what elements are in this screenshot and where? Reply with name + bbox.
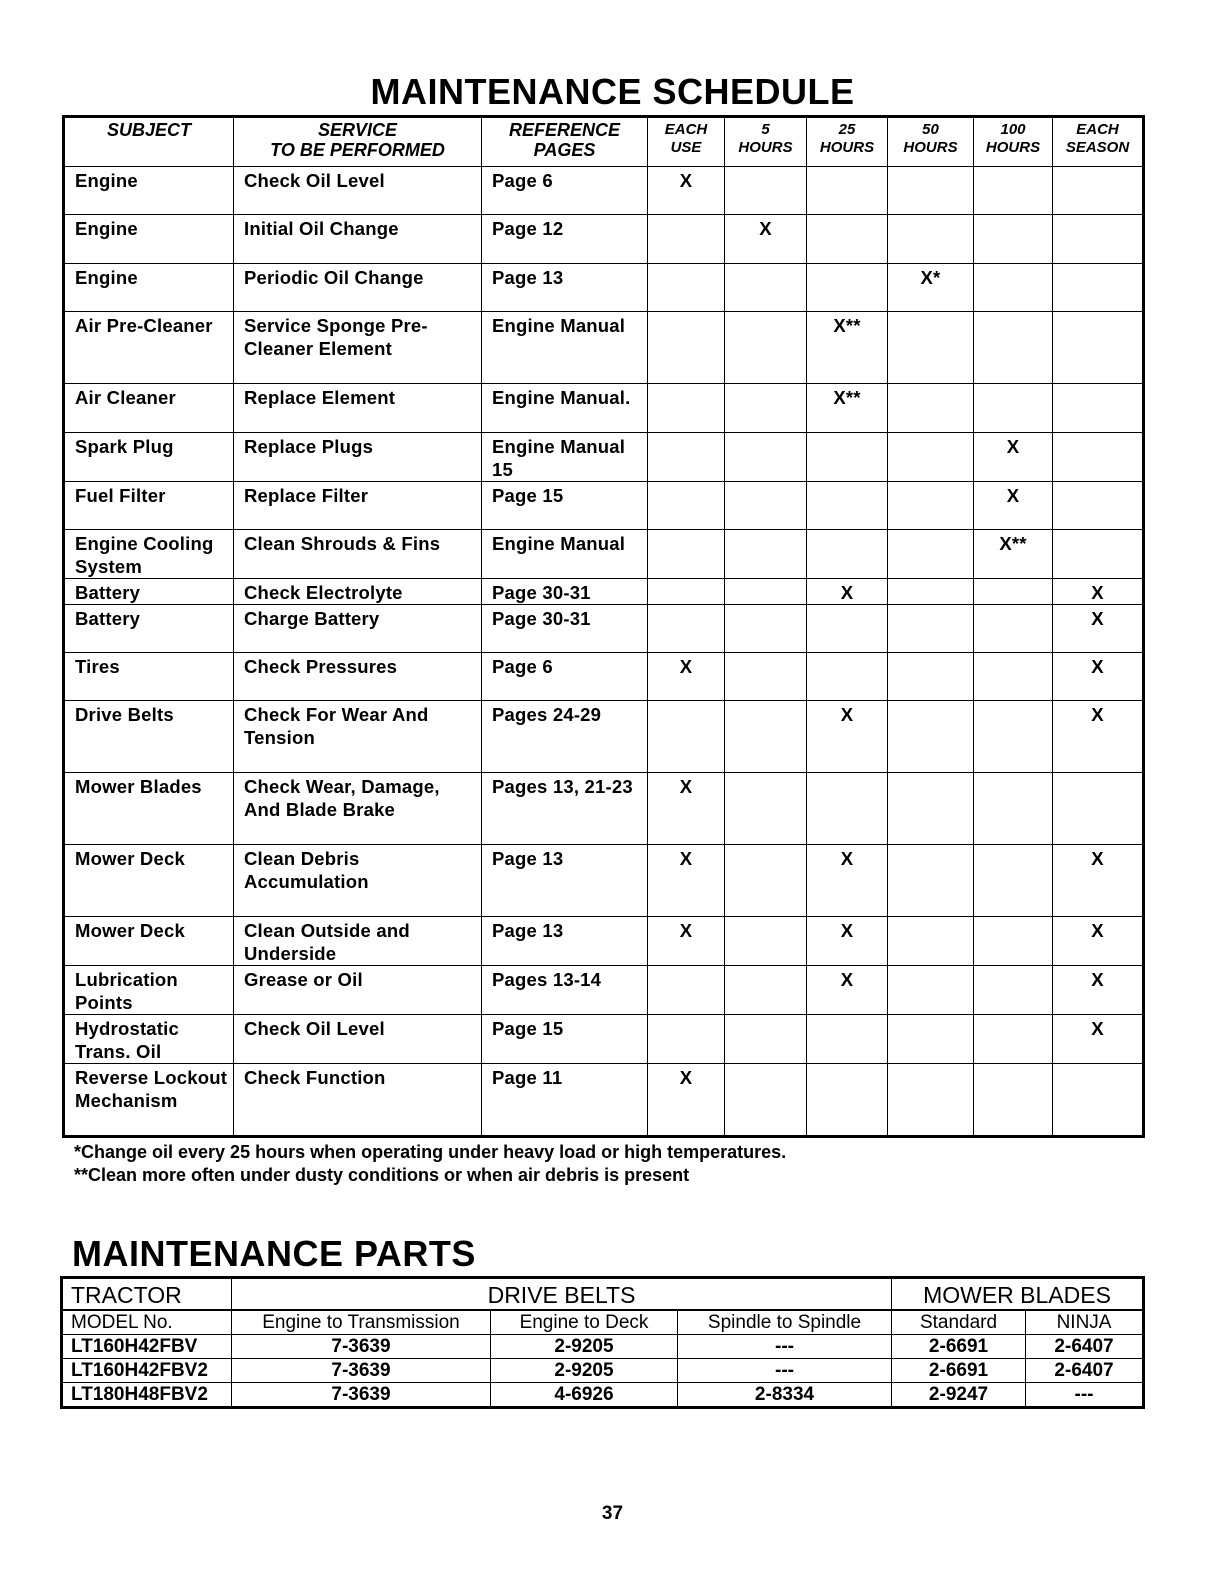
100-hours-cell bbox=[974, 966, 1053, 1015]
5-hours-cell bbox=[725, 482, 807, 530]
reference-cell: Page 13 bbox=[482, 845, 648, 917]
100-hours-cell bbox=[974, 312, 1053, 384]
schedule-footnotes bbox=[74, 1141, 786, 1187]
25-hours-cell bbox=[807, 605, 888, 653]
schedule-row bbox=[64, 579, 1144, 605]
subheader-ninja: NINJA bbox=[1026, 1310, 1144, 1335]
each-use-cell bbox=[648, 384, 725, 433]
5-hours-cell bbox=[725, 966, 807, 1015]
subject-cell: Engine Cooling System bbox=[64, 530, 234, 579]
service-cell: Check Electrolyte bbox=[234, 579, 482, 605]
100-hours-cell bbox=[974, 653, 1053, 701]
each-season-cell: X bbox=[1053, 701, 1144, 773]
header-each-season: EACH SEASON bbox=[1053, 117, 1144, 167]
50-hours-cell bbox=[888, 605, 974, 653]
schedule-title: MAINTENANCE SCHEDULE bbox=[370, 71, 855, 112]
service-cell: Periodic Oil Change bbox=[234, 264, 482, 312]
schedule-row bbox=[64, 215, 1144, 264]
schedule-row bbox=[64, 966, 1144, 1015]
engine-to-transmission-cell: 7-3639 bbox=[232, 1359, 491, 1383]
each-season-cell bbox=[1053, 384, 1144, 433]
ninja-blade-cell: --- bbox=[1026, 1383, 1144, 1408]
service-cell: Clean Debris Accumulation bbox=[234, 845, 482, 917]
each-season-cell: X bbox=[1053, 966, 1144, 1015]
25-hours-cell bbox=[807, 530, 888, 579]
reference-cell: Page 12 bbox=[482, 215, 648, 264]
25-hours-cell bbox=[807, 1015, 888, 1064]
service-cell: Initial Oil Change bbox=[234, 215, 482, 264]
each-season-cell: X bbox=[1053, 845, 1144, 917]
reference-cell: Page 30-31 bbox=[482, 579, 648, 605]
100-hours-cell bbox=[974, 773, 1053, 845]
parts-row bbox=[62, 1359, 1144, 1383]
5-hours-cell bbox=[725, 1064, 807, 1137]
reference-cell: Pages 13-14 bbox=[482, 966, 648, 1015]
schedule-row bbox=[64, 1015, 1144, 1064]
service-cell: Charge Battery bbox=[234, 605, 482, 653]
50-hours-cell bbox=[888, 1064, 974, 1137]
50-hours-cell bbox=[888, 530, 974, 579]
schedule-row bbox=[64, 917, 1144, 966]
schedule-row bbox=[64, 845, 1144, 917]
100-hours-cell: X bbox=[974, 482, 1053, 530]
reference-cell: Engine Manual bbox=[482, 312, 648, 384]
service-cell: Check Oil Level bbox=[234, 167, 482, 215]
each-season-cell bbox=[1053, 530, 1144, 579]
100-hours-cell bbox=[974, 845, 1053, 917]
spindle-to-spindle-cell: 2-8334 bbox=[678, 1383, 892, 1408]
25-hours-cell bbox=[807, 653, 888, 701]
reference-cell: Page 11 bbox=[482, 1064, 648, 1137]
5-hours-cell bbox=[725, 653, 807, 701]
schedule-row bbox=[64, 653, 1144, 701]
header-service: SERVICE TO BE PERFORMED bbox=[234, 117, 482, 167]
subject-cell: Air Cleaner bbox=[64, 384, 234, 433]
reference-cell: Engine Manual 15 bbox=[482, 433, 648, 482]
subject-cell: Mower Deck bbox=[64, 845, 234, 917]
reference-cell: Page 6 bbox=[482, 167, 648, 215]
5-hours-cell bbox=[725, 605, 807, 653]
5-hours-cell bbox=[725, 845, 807, 917]
each-use-cell bbox=[648, 605, 725, 653]
25-hours-cell: X bbox=[807, 701, 888, 773]
service-cell: Replace Filter bbox=[234, 482, 482, 530]
each-season-cell bbox=[1053, 433, 1144, 482]
each-use-cell: X bbox=[648, 845, 725, 917]
reference-cell: Engine Manual bbox=[482, 530, 648, 579]
100-hours-cell bbox=[974, 264, 1053, 312]
header-drive-belts: DRIVE BELTS bbox=[232, 1278, 892, 1311]
ninja-blade-cell: 2-6407 bbox=[1026, 1335, 1144, 1359]
25-hours-cell bbox=[807, 167, 888, 215]
50-hours-cell bbox=[888, 701, 974, 773]
header-5-hours: 5 HOURS bbox=[725, 117, 807, 167]
parts-subheader-row bbox=[62, 1310, 1144, 1335]
50-hours-cell bbox=[888, 384, 974, 433]
subject-cell: Spark Plug bbox=[64, 433, 234, 482]
header-tractor: TRACTOR bbox=[62, 1278, 232, 1311]
reference-cell: Page 15 bbox=[482, 482, 648, 530]
ninja-blade-cell: 2-6407 bbox=[1026, 1359, 1144, 1383]
page-number: 37 bbox=[601, 1503, 624, 1524]
50-hours-cell: X* bbox=[888, 264, 974, 312]
subheader-spindle-to-spindle: Spindle to Spindle bbox=[678, 1310, 892, 1335]
header-mower-blades: MOWER BLADES bbox=[892, 1278, 1144, 1311]
each-use-cell bbox=[648, 579, 725, 605]
header-reference: REFERENCE PAGES bbox=[482, 117, 648, 167]
reference-cell: Page 15 bbox=[482, 1015, 648, 1064]
50-hours-cell bbox=[888, 433, 974, 482]
50-hours-cell bbox=[888, 1015, 974, 1064]
each-use-cell: X bbox=[648, 1064, 725, 1137]
schedule-row bbox=[64, 773, 1144, 845]
50-hours-cell bbox=[888, 917, 974, 966]
5-hours-cell: X bbox=[725, 215, 807, 264]
25-hours-cell: X bbox=[807, 845, 888, 917]
50-hours-cell bbox=[888, 653, 974, 701]
model-cell: LT180H48FBV2 bbox=[62, 1383, 232, 1408]
subheader-standard: Standard bbox=[892, 1310, 1026, 1335]
50-hours-cell bbox=[888, 215, 974, 264]
each-use-cell bbox=[648, 530, 725, 579]
service-cell: Service Sponge Pre-Cleaner Element bbox=[234, 312, 482, 384]
reference-cell: Pages 24-29 bbox=[482, 701, 648, 773]
each-use-cell: X bbox=[648, 167, 725, 215]
50-hours-cell bbox=[888, 966, 974, 1015]
each-use-cell bbox=[648, 433, 725, 482]
subject-cell: Battery bbox=[64, 605, 234, 653]
maintenance-parts-table bbox=[60, 1276, 1145, 1409]
each-season-cell: X bbox=[1053, 579, 1144, 605]
50-hours-cell bbox=[888, 167, 974, 215]
each-use-cell bbox=[648, 312, 725, 384]
25-hours-cell bbox=[807, 215, 888, 264]
header-100-hours: 100 HOURS bbox=[974, 117, 1053, 167]
50-hours-cell bbox=[888, 579, 974, 605]
each-use-cell: X bbox=[648, 773, 725, 845]
25-hours-cell bbox=[807, 773, 888, 845]
each-season-cell: X bbox=[1053, 1015, 1144, 1064]
25-hours-cell: X bbox=[807, 917, 888, 966]
service-cell: Check Oil Level bbox=[234, 1015, 482, 1064]
5-hours-cell bbox=[725, 384, 807, 433]
model-cell: LT160H42FBV2 bbox=[62, 1359, 232, 1383]
schedule-row bbox=[64, 384, 1144, 433]
standard-blade-cell: 2-6691 bbox=[892, 1359, 1026, 1383]
25-hours-cell: X** bbox=[807, 384, 888, 433]
subject-cell: Hydrostatic Trans. Oil bbox=[64, 1015, 234, 1064]
50-hours-cell bbox=[888, 845, 974, 917]
each-season-cell bbox=[1053, 215, 1144, 264]
service-cell: Replace Plugs bbox=[234, 433, 482, 482]
parts-row bbox=[62, 1383, 1144, 1408]
each-use-cell bbox=[648, 701, 725, 773]
100-hours-cell bbox=[974, 605, 1053, 653]
5-hours-cell bbox=[725, 530, 807, 579]
25-hours-cell bbox=[807, 482, 888, 530]
25-hours-cell bbox=[807, 1064, 888, 1137]
maintenance-schedule-table bbox=[62, 115, 1145, 1138]
subject-cell: Engine bbox=[64, 264, 234, 312]
reference-cell: Page 6 bbox=[482, 653, 648, 701]
each-season-cell: X bbox=[1053, 653, 1144, 701]
5-hours-cell bbox=[725, 264, 807, 312]
subject-cell: Engine bbox=[64, 215, 234, 264]
subject-cell: Mower Blades bbox=[64, 773, 234, 845]
subheader-engine-to-transmission: Engine to Transmission bbox=[232, 1310, 491, 1335]
subject-cell: Fuel Filter bbox=[64, 482, 234, 530]
each-season-cell bbox=[1053, 167, 1144, 215]
each-use-cell bbox=[648, 215, 725, 264]
service-cell: Check Wear, Damage, And Blade Brake bbox=[234, 773, 482, 845]
schedule-row bbox=[64, 1064, 1144, 1137]
100-hours-cell: X bbox=[974, 433, 1053, 482]
5-hours-cell bbox=[725, 917, 807, 966]
25-hours-cell bbox=[807, 433, 888, 482]
header-each-use: EACH USE bbox=[648, 117, 725, 167]
header-25-hours: 25 HOURS bbox=[807, 117, 888, 167]
100-hours-cell bbox=[974, 1015, 1053, 1064]
each-use-cell: X bbox=[648, 917, 725, 966]
service-cell: Clean Outside and Underside bbox=[234, 917, 482, 966]
each-season-cell bbox=[1053, 482, 1144, 530]
schedule-row bbox=[64, 167, 1144, 215]
schedule-row bbox=[64, 530, 1144, 579]
schedule-row bbox=[64, 312, 1144, 384]
5-hours-cell bbox=[725, 433, 807, 482]
parts-title: MAINTENANCE PARTS bbox=[72, 1233, 476, 1274]
5-hours-cell bbox=[725, 773, 807, 845]
each-season-cell bbox=[1053, 264, 1144, 312]
service-cell: Check For Wear And Tension bbox=[234, 701, 482, 773]
each-season-cell: X bbox=[1053, 605, 1144, 653]
100-hours-cell bbox=[974, 701, 1053, 773]
engine-to-transmission-cell: 7-3639 bbox=[232, 1383, 491, 1408]
each-use-cell bbox=[648, 482, 725, 530]
subject-cell: Air Pre-Cleaner bbox=[64, 312, 234, 384]
each-season-cell bbox=[1053, 773, 1144, 845]
schedule-row bbox=[64, 605, 1144, 653]
subheader-engine-to-deck: Engine to Deck bbox=[491, 1310, 678, 1335]
service-cell: Check Function bbox=[234, 1064, 482, 1137]
100-hours-cell bbox=[974, 167, 1053, 215]
spindle-to-spindle-cell: --- bbox=[678, 1359, 892, 1383]
each-season-cell bbox=[1053, 312, 1144, 384]
25-hours-cell: X** bbox=[807, 312, 888, 384]
25-hours-cell bbox=[807, 264, 888, 312]
subject-cell: Engine bbox=[64, 167, 234, 215]
parts-row bbox=[62, 1335, 1144, 1359]
reference-cell: Page 13 bbox=[482, 917, 648, 966]
each-use-cell bbox=[648, 1015, 725, 1064]
100-hours-cell bbox=[974, 579, 1053, 605]
25-hours-cell: X bbox=[807, 966, 888, 1015]
50-hours-cell bbox=[888, 482, 974, 530]
subject-cell: Drive Belts bbox=[64, 701, 234, 773]
each-use-cell bbox=[648, 966, 725, 1015]
footnote-clean: **Clean more often under dusty conditions or when air debris is present bbox=[74, 1165, 690, 1185]
engine-to-deck-cell: 4-6926 bbox=[491, 1383, 678, 1408]
5-hours-cell bbox=[725, 167, 807, 215]
subject-cell: Tires bbox=[64, 653, 234, 701]
100-hours-cell: X** bbox=[974, 530, 1053, 579]
standard-blade-cell: 2-6691 bbox=[892, 1335, 1026, 1359]
100-hours-cell bbox=[974, 917, 1053, 966]
5-hours-cell bbox=[725, 701, 807, 773]
subject-cell: Mower Deck bbox=[64, 917, 234, 966]
model-cell: LT160H42FBV bbox=[62, 1335, 232, 1359]
100-hours-cell bbox=[974, 384, 1053, 433]
subject-cell: Reverse Lockout Mechanism bbox=[64, 1064, 234, 1137]
subheader-model: MODEL No. bbox=[62, 1310, 232, 1335]
engine-to-deck-cell: 2-9205 bbox=[491, 1335, 678, 1359]
header-50-hours: 50 HOURS bbox=[888, 117, 974, 167]
each-use-cell bbox=[648, 264, 725, 312]
each-season-cell: X bbox=[1053, 917, 1144, 966]
50-hours-cell bbox=[888, 312, 974, 384]
schedule-row bbox=[64, 701, 1144, 773]
5-hours-cell bbox=[725, 312, 807, 384]
service-cell: Check Pressures bbox=[234, 653, 482, 701]
engine-to-transmission-cell: 7-3639 bbox=[232, 1335, 491, 1359]
footnote-oil: *Change oil every 25 hours when operating under heavy load or high temperatures. bbox=[74, 1142, 787, 1162]
service-cell: Clean Shrouds & Fins bbox=[234, 530, 482, 579]
reference-cell: Page 13 bbox=[482, 264, 648, 312]
schedule-header-row bbox=[64, 117, 1144, 167]
100-hours-cell bbox=[974, 215, 1053, 264]
5-hours-cell bbox=[725, 1015, 807, 1064]
schedule-row bbox=[64, 433, 1144, 482]
reference-cell: Pages 13, 21-23 bbox=[482, 773, 648, 845]
schedule-row bbox=[64, 264, 1144, 312]
schedule-row bbox=[64, 482, 1144, 530]
parts-group-header-row bbox=[62, 1278, 1144, 1311]
subject-cell: Battery bbox=[64, 579, 234, 605]
5-hours-cell bbox=[725, 579, 807, 605]
standard-blade-cell: 2-9247 bbox=[892, 1383, 1026, 1408]
50-hours-cell bbox=[888, 773, 974, 845]
spindle-to-spindle-cell: --- bbox=[678, 1335, 892, 1359]
service-cell: Grease or Oil bbox=[234, 966, 482, 1015]
each-season-cell bbox=[1053, 1064, 1144, 1137]
reference-cell: Engine Manual. bbox=[482, 384, 648, 433]
each-use-cell: X bbox=[648, 653, 725, 701]
engine-to-deck-cell: 2-9205 bbox=[491, 1359, 678, 1383]
25-hours-cell: X bbox=[807, 579, 888, 605]
reference-cell: Page 30-31 bbox=[482, 605, 648, 653]
service-cell: Replace Element bbox=[234, 384, 482, 433]
header-subject: SUBJECT bbox=[64, 117, 234, 167]
subject-cell: Lubrication Points bbox=[64, 966, 234, 1015]
100-hours-cell bbox=[974, 1064, 1053, 1137]
